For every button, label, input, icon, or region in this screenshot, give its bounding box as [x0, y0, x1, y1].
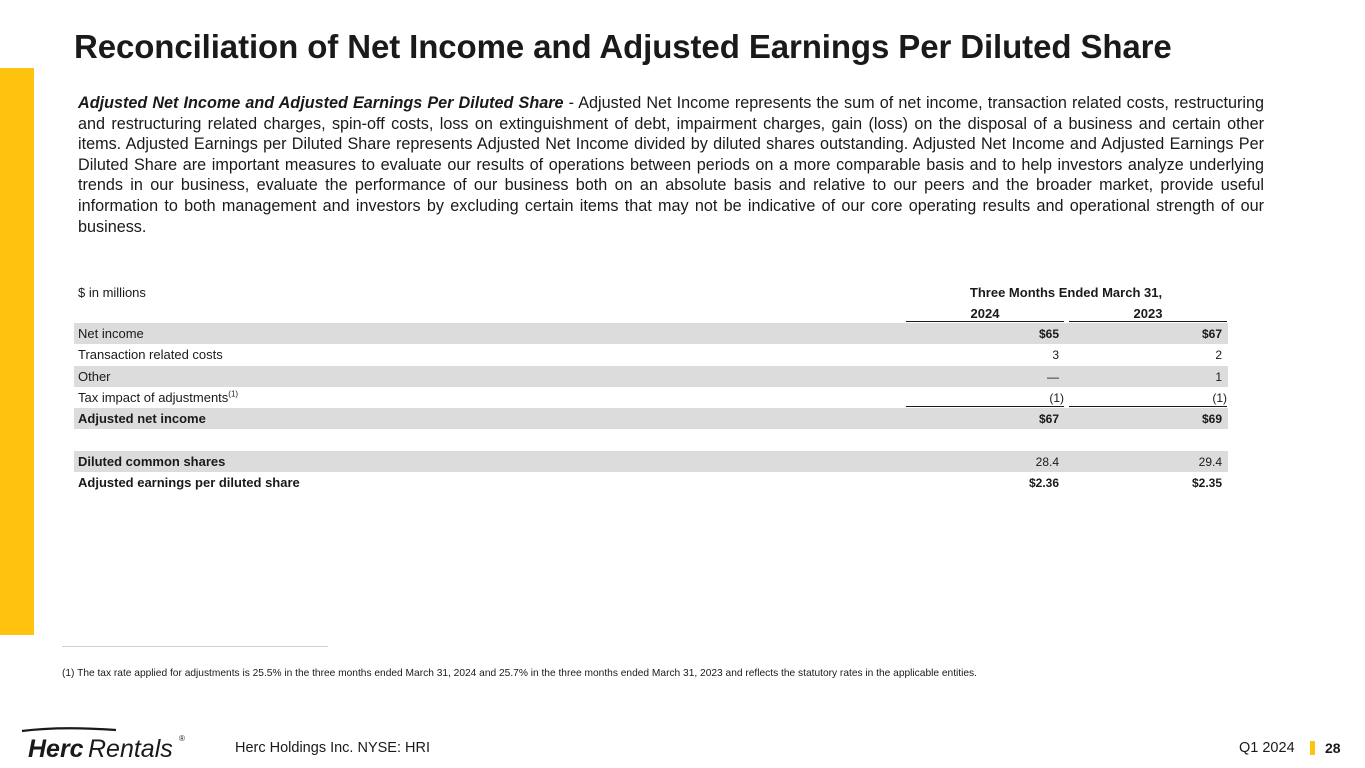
subtotal-rule — [1069, 406, 1227, 407]
table-row-other — [74, 366, 1228, 387]
footnote-marker: (1) — [228, 389, 239, 399]
logo-registered-mark: ® — [179, 734, 185, 743]
year-header-2024: 2024 — [970, 306, 1000, 321]
row-label — [78, 390, 238, 405]
row-value-2023: 29.4 — [1198, 455, 1222, 469]
row-value-2023: (1) — [1212, 391, 1227, 405]
intro-paragraph — [78, 93, 1264, 237]
logo-swoosh — [22, 728, 116, 731]
row-value-2024: 28.4 — [1035, 455, 1059, 469]
row-value-2023: 1 — [1215, 370, 1222, 384]
row-label: Adjusted net income — [78, 411, 206, 426]
company-ticker: Herc Holdings Inc. NYSE: HRI — [235, 740, 431, 756]
row-value-2023: $69 — [1201, 412, 1222, 426]
row-value-2024: $65 — [1038, 327, 1059, 341]
year-underline — [1069, 321, 1227, 322]
row-value-2023: $2.35 — [1191, 476, 1222, 490]
row-value-2023: $67 — [1201, 327, 1222, 341]
units-label: $ in millions — [78, 285, 146, 300]
row-value-2024: (1) — [1049, 391, 1064, 405]
subtotal-rule — [906, 406, 1064, 407]
table-row-net-income — [74, 323, 1228, 344]
row-label: Adjusted earnings per diluted share — [78, 475, 300, 490]
table-row-transaction-costs — [74, 344, 1228, 365]
footnote-divider — [62, 646, 328, 647]
row-label: Net income — [78, 326, 144, 341]
page-title: Reconciliation of Net Income and Adjusted Earnings Per Diluted Share — [74, 28, 1172, 65]
period-header: Three Months Ended March 31, — [969, 285, 1163, 300]
row-value-2023: 2 — [1215, 348, 1222, 362]
herc-rentals-logo — [20, 727, 190, 763]
logo-word-rentals: Rentals — [88, 735, 173, 763]
quarter-label: Q1 2024 — [1239, 740, 1295, 756]
table-row-tax-impact — [74, 387, 1228, 408]
table-row-adjusted-eps — [74, 472, 1228, 493]
row-label-text: Tax impact of adjustments — [78, 390, 229, 405]
row-value-2024: $67 — [1038, 412, 1059, 426]
footnote: (1) The tax rate applied for adjustments is 25.5% in the three months ended March 31, 2024 and 25.7% in the three months ended March 31, 2023 and reflects the statutory rates in the applicable entities. — [62, 668, 977, 679]
page-accent-mark — [1310, 741, 1315, 755]
row-value-2024: 3 — [1052, 348, 1059, 362]
year-header-2023: 2023 — [1133, 306, 1163, 321]
intro-body: - Adjusted Net Income represents the sum of net income, transaction related costs, restructuring and restructuring related charges, spin-off costs, loss on extinguishment of debt, impairment charges, gain (loss) on the disposal of a business and certain other items. Adjusted Earnings per Diluted Share represents Adjusted Net Income divided by diluted shares outstanding. Adjusted Net Income and Adjusted Earnings Per Diluted Share are important measures to evaluate our results of operations between periods on a more comparable basis and to help investors analyze underlying trends in our business, evaluate the performance of our business both on an absolute basis and relative to our peers and the broader market, provide useful information to both management and investors by excluding certain items that may not be indicative of our core operating results and operational strength of our business. — [78, 94, 1264, 236]
accent-bar — [0, 68, 34, 635]
page-number: 28 — [1325, 740, 1341, 756]
row-label: Other — [78, 369, 111, 384]
row-value-2024: — — [1047, 370, 1059, 384]
intro-lead: Adjusted Net Income and Adjusted Earnings Per Diluted Share — [78, 94, 564, 112]
row-value-2024: $2.36 — [1028, 476, 1059, 490]
row-label: Transaction related costs — [78, 347, 223, 362]
row-label: Diluted common shares — [78, 454, 226, 469]
table-row-adjusted-net-income — [74, 408, 1228, 429]
logo-word-herc: Herc — [28, 735, 84, 763]
year-underline — [906, 321, 1064, 322]
table-row-diluted-shares — [74, 451, 1228, 472]
